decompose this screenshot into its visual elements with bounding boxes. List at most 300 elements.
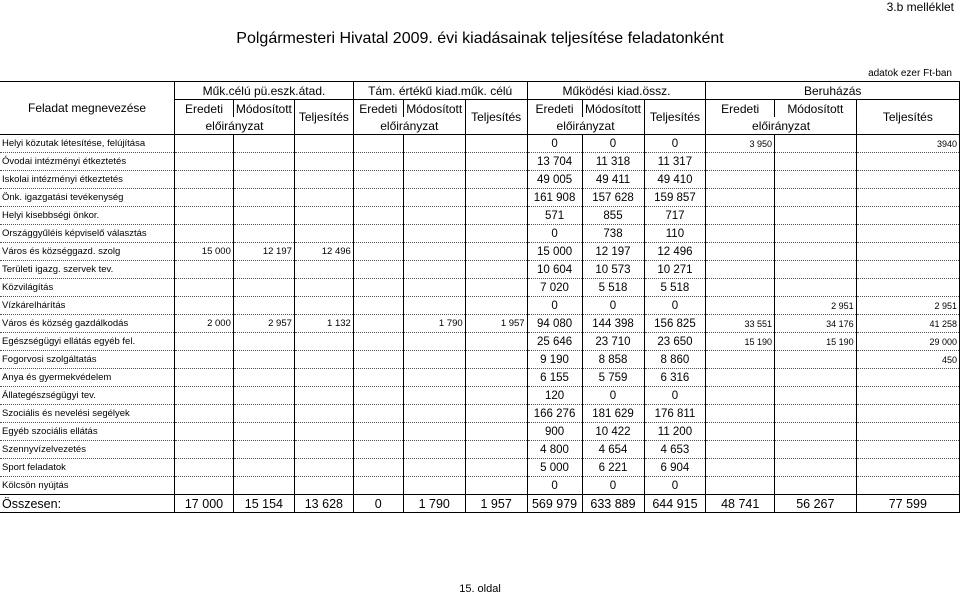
value-cell bbox=[175, 369, 234, 387]
value-cell bbox=[775, 459, 857, 477]
value-cell bbox=[403, 135, 465, 153]
value-cell bbox=[465, 351, 527, 369]
task-name: Szennyvízelvezetés bbox=[0, 441, 175, 459]
value-cell bbox=[294, 135, 353, 153]
value-cell bbox=[403, 369, 465, 387]
value-cell: 4 654 bbox=[582, 441, 644, 459]
value-cell: 738 bbox=[582, 225, 644, 243]
value-cell bbox=[706, 153, 775, 171]
value-cell: 23 710 bbox=[582, 333, 644, 351]
value-cell bbox=[465, 423, 527, 441]
value-cell bbox=[856, 369, 959, 387]
total-label: Összesen: bbox=[0, 495, 175, 513]
value-cell: 8 858 bbox=[582, 351, 644, 369]
value-cell: 0 bbox=[644, 297, 706, 315]
value-cell bbox=[775, 405, 857, 423]
value-cell: 5 000 bbox=[527, 459, 582, 477]
table-row bbox=[0, 369, 960, 387]
value-cell bbox=[353, 477, 403, 495]
value-cell bbox=[353, 207, 403, 225]
value-cell: 120 bbox=[527, 387, 582, 405]
value-cell: 0 bbox=[527, 297, 582, 315]
original-header: Eredeti bbox=[175, 100, 234, 118]
value-cell bbox=[856, 225, 959, 243]
table-row bbox=[0, 153, 960, 171]
value-cell bbox=[775, 423, 857, 441]
value-cell bbox=[403, 243, 465, 261]
value-cell: 157 628 bbox=[582, 189, 644, 207]
table-row bbox=[0, 423, 960, 441]
table-row bbox=[0, 387, 960, 405]
value-cell: 0 bbox=[527, 477, 582, 495]
value-cell: 11 317 bbox=[644, 153, 706, 171]
value-cell bbox=[856, 207, 959, 225]
value-cell bbox=[353, 441, 403, 459]
modified-header: Módosított bbox=[775, 100, 857, 118]
value-cell bbox=[353, 459, 403, 477]
modified-header: Módosított bbox=[233, 100, 294, 118]
attachment-label: 3.b melléklet bbox=[886, 0, 954, 14]
unit-note: adatok ezer Ft-ban bbox=[868, 68, 952, 79]
value-cell bbox=[353, 225, 403, 243]
value-cell bbox=[465, 171, 527, 189]
value-cell bbox=[353, 333, 403, 351]
actual-header: Teljesítés bbox=[465, 100, 527, 135]
value-cell bbox=[294, 279, 353, 297]
value-cell: 144 398 bbox=[582, 315, 644, 333]
total-cell: 569 979 bbox=[527, 495, 582, 513]
value-cell bbox=[175, 387, 234, 405]
value-cell bbox=[353, 171, 403, 189]
value-cell: 94 080 bbox=[527, 315, 582, 333]
expenditure-table bbox=[0, 81, 960, 513]
task-name: Iskolai intézményi étkeztetés bbox=[0, 171, 175, 189]
value-cell bbox=[353, 387, 403, 405]
value-cell bbox=[353, 423, 403, 441]
total-cell: 13 628 bbox=[294, 495, 353, 513]
value-cell: 8 860 bbox=[644, 351, 706, 369]
value-cell bbox=[403, 459, 465, 477]
value-cell bbox=[233, 261, 294, 279]
value-cell bbox=[775, 243, 857, 261]
table-row bbox=[0, 459, 960, 477]
value-cell: 49 411 bbox=[582, 171, 644, 189]
value-cell: 34 176 bbox=[775, 315, 857, 333]
value-cell bbox=[294, 333, 353, 351]
value-cell: 5 759 bbox=[582, 369, 644, 387]
task-name: Egyéb szociális ellátás bbox=[0, 423, 175, 441]
value-cell bbox=[706, 225, 775, 243]
value-cell bbox=[233, 387, 294, 405]
value-cell bbox=[175, 333, 234, 351]
value-cell bbox=[353, 135, 403, 153]
value-cell bbox=[856, 153, 959, 171]
total-cell: 48 741 bbox=[706, 495, 775, 513]
value-cell bbox=[775, 261, 857, 279]
task-column-header: Feladat megnevezése bbox=[0, 82, 175, 135]
value-cell bbox=[175, 261, 234, 279]
value-cell bbox=[294, 369, 353, 387]
value-cell bbox=[294, 171, 353, 189]
value-cell bbox=[175, 207, 234, 225]
value-cell: 7 020 bbox=[527, 279, 582, 297]
value-cell bbox=[233, 171, 294, 189]
value-cell: 571 bbox=[527, 207, 582, 225]
value-cell: 49 410 bbox=[644, 171, 706, 189]
value-cell bbox=[465, 459, 527, 477]
value-cell bbox=[403, 153, 465, 171]
value-cell bbox=[294, 423, 353, 441]
task-name: Sport feladatok bbox=[0, 459, 175, 477]
value-cell: 11 200 bbox=[644, 423, 706, 441]
page-number: 15. oldal bbox=[459, 583, 501, 595]
value-cell: 29 000 bbox=[856, 333, 959, 351]
value-cell bbox=[775, 351, 857, 369]
value-cell bbox=[294, 459, 353, 477]
value-cell bbox=[403, 441, 465, 459]
value-cell bbox=[175, 477, 234, 495]
value-cell: 0 bbox=[644, 135, 706, 153]
total-cell: 0 bbox=[353, 495, 403, 513]
value-cell bbox=[856, 279, 959, 297]
task-name: Fogorvosi szolgáltatás bbox=[0, 351, 175, 369]
value-cell: 23 650 bbox=[644, 333, 706, 351]
total-cell: 17 000 bbox=[175, 495, 234, 513]
value-cell bbox=[175, 441, 234, 459]
table-row bbox=[0, 171, 960, 189]
value-cell: 855 bbox=[582, 207, 644, 225]
table-row bbox=[0, 333, 960, 351]
value-cell bbox=[294, 261, 353, 279]
value-cell bbox=[706, 405, 775, 423]
table-row bbox=[0, 351, 960, 369]
value-cell: 110 bbox=[644, 225, 706, 243]
value-cell: 0 bbox=[582, 387, 644, 405]
value-cell bbox=[775, 369, 857, 387]
value-cell: 1 957 bbox=[465, 315, 527, 333]
value-cell bbox=[465, 243, 527, 261]
value-cell bbox=[294, 387, 353, 405]
value-cell: 49 005 bbox=[527, 171, 582, 189]
value-cell bbox=[856, 387, 959, 405]
value-cell bbox=[775, 207, 857, 225]
estimate-header: előirányzat bbox=[353, 117, 465, 135]
group-header: Műk.célú pü.eszk.átad. bbox=[175, 82, 354, 100]
value-cell bbox=[403, 171, 465, 189]
value-cell bbox=[706, 207, 775, 225]
value-cell: 4 800 bbox=[527, 441, 582, 459]
value-cell: 717 bbox=[644, 207, 706, 225]
value-cell: 166 276 bbox=[527, 405, 582, 423]
table-row bbox=[0, 189, 960, 207]
modified-header: Módosított bbox=[582, 100, 644, 118]
value-cell bbox=[706, 423, 775, 441]
value-cell: 176 811 bbox=[644, 405, 706, 423]
value-cell bbox=[775, 477, 857, 495]
value-cell bbox=[465, 207, 527, 225]
value-cell bbox=[233, 351, 294, 369]
value-cell bbox=[353, 351, 403, 369]
value-cell bbox=[706, 189, 775, 207]
task-name: Állategészségügyi tev. bbox=[0, 387, 175, 405]
table-header bbox=[0, 82, 960, 135]
value-cell bbox=[856, 405, 959, 423]
value-cell bbox=[233, 477, 294, 495]
value-cell bbox=[233, 279, 294, 297]
value-cell bbox=[403, 351, 465, 369]
value-cell bbox=[465, 225, 527, 243]
value-cell bbox=[706, 279, 775, 297]
value-cell bbox=[775, 189, 857, 207]
value-cell bbox=[353, 189, 403, 207]
value-cell bbox=[465, 477, 527, 495]
task-name: Közvilágítás bbox=[0, 279, 175, 297]
value-cell bbox=[175, 459, 234, 477]
value-cell bbox=[465, 189, 527, 207]
value-cell bbox=[856, 189, 959, 207]
value-cell bbox=[403, 387, 465, 405]
value-cell bbox=[403, 405, 465, 423]
value-cell bbox=[706, 261, 775, 279]
task-name: Önk. igazgatási tevékenység bbox=[0, 189, 175, 207]
value-cell bbox=[294, 351, 353, 369]
value-cell: 1 132 bbox=[294, 315, 353, 333]
value-cell: 11 318 bbox=[582, 153, 644, 171]
value-cell bbox=[233, 207, 294, 225]
value-cell: 5 518 bbox=[644, 279, 706, 297]
value-cell bbox=[233, 225, 294, 243]
value-cell bbox=[775, 441, 857, 459]
value-cell: 6 155 bbox=[527, 369, 582, 387]
value-cell bbox=[706, 243, 775, 261]
task-name: Területi igazg. szervek tev. bbox=[0, 261, 175, 279]
value-cell bbox=[706, 477, 775, 495]
group-header: Működési kiad.össz. bbox=[527, 82, 706, 100]
value-cell bbox=[353, 243, 403, 261]
value-cell: 10 271 bbox=[644, 261, 706, 279]
table-row bbox=[0, 225, 960, 243]
value-cell bbox=[294, 477, 353, 495]
value-cell bbox=[856, 477, 959, 495]
task-name: Helyi közutak létesítése, felújítása bbox=[0, 135, 175, 153]
value-cell: 0 bbox=[582, 297, 644, 315]
value-cell: 0 bbox=[644, 387, 706, 405]
table-row bbox=[0, 297, 960, 315]
actual-header: Teljesítés bbox=[644, 100, 706, 135]
actual-header: Teljesítés bbox=[856, 100, 959, 135]
value-cell bbox=[465, 441, 527, 459]
task-name: Helyi kisebbségi önkor. bbox=[0, 207, 175, 225]
value-cell: 1 790 bbox=[403, 315, 465, 333]
value-cell bbox=[233, 405, 294, 423]
value-cell: 2 951 bbox=[775, 297, 857, 315]
value-cell bbox=[353, 153, 403, 171]
value-cell bbox=[465, 333, 527, 351]
value-cell bbox=[775, 279, 857, 297]
value-cell: 3 950 bbox=[706, 135, 775, 153]
value-cell bbox=[353, 315, 403, 333]
value-cell: 181 629 bbox=[582, 405, 644, 423]
value-cell bbox=[175, 405, 234, 423]
value-cell bbox=[294, 225, 353, 243]
value-cell: 6 316 bbox=[644, 369, 706, 387]
original-header: Eredeti bbox=[527, 100, 582, 118]
task-name: Egészségügyi ellátás egyéb fel. bbox=[0, 333, 175, 351]
table-row bbox=[0, 441, 960, 459]
table-row bbox=[0, 477, 960, 495]
value-cell bbox=[175, 423, 234, 441]
estimate-header: előirányzat bbox=[527, 117, 644, 135]
value-cell bbox=[856, 441, 959, 459]
value-cell bbox=[175, 351, 234, 369]
value-cell: 15 190 bbox=[775, 333, 857, 351]
value-cell bbox=[175, 279, 234, 297]
value-cell bbox=[233, 135, 294, 153]
value-cell: 12 496 bbox=[294, 243, 353, 261]
total-cell: 15 154 bbox=[233, 495, 294, 513]
value-cell: 4 653 bbox=[644, 441, 706, 459]
total-cell: 56 267 bbox=[775, 495, 857, 513]
value-cell bbox=[465, 153, 527, 171]
value-cell bbox=[706, 441, 775, 459]
value-cell: 0 bbox=[582, 477, 644, 495]
value-cell: 0 bbox=[527, 135, 582, 153]
value-cell: 2 957 bbox=[233, 315, 294, 333]
value-cell: 25 646 bbox=[527, 333, 582, 351]
value-cell bbox=[706, 171, 775, 189]
value-cell: 3940 bbox=[856, 135, 959, 153]
task-name: Szociális és nevelési segélyek bbox=[0, 405, 175, 423]
value-cell bbox=[233, 153, 294, 171]
original-header: Eredeti bbox=[353, 100, 403, 118]
value-cell bbox=[775, 135, 857, 153]
total-cell: 1 957 bbox=[465, 495, 527, 513]
value-cell bbox=[775, 225, 857, 243]
value-cell bbox=[233, 459, 294, 477]
value-cell: 5 518 bbox=[582, 279, 644, 297]
value-cell bbox=[233, 297, 294, 315]
value-cell bbox=[175, 297, 234, 315]
value-cell: 161 908 bbox=[527, 189, 582, 207]
total-cell: 1 790 bbox=[403, 495, 465, 513]
value-cell: 33 551 bbox=[706, 315, 775, 333]
task-name: Város és község gazdálkodás bbox=[0, 315, 175, 333]
value-cell bbox=[465, 279, 527, 297]
task-name: Óvodai intézményi étkeztetés bbox=[0, 153, 175, 171]
value-cell bbox=[403, 225, 465, 243]
value-cell bbox=[233, 423, 294, 441]
value-cell: 450 bbox=[856, 351, 959, 369]
value-cell bbox=[175, 171, 234, 189]
value-cell bbox=[175, 225, 234, 243]
value-cell bbox=[706, 369, 775, 387]
table-row bbox=[0, 207, 960, 225]
value-cell bbox=[775, 387, 857, 405]
table-row bbox=[0, 315, 960, 333]
table-row bbox=[0, 261, 960, 279]
value-cell: 159 857 bbox=[644, 189, 706, 207]
value-cell bbox=[706, 351, 775, 369]
value-cell: 13 704 bbox=[527, 153, 582, 171]
value-cell bbox=[294, 297, 353, 315]
value-cell bbox=[403, 207, 465, 225]
value-cell bbox=[465, 369, 527, 387]
value-cell: 156 825 bbox=[644, 315, 706, 333]
original-header: Eredeti bbox=[706, 100, 775, 118]
value-cell: 0 bbox=[582, 135, 644, 153]
value-cell: 900 bbox=[527, 423, 582, 441]
value-cell: 0 bbox=[527, 225, 582, 243]
value-cell bbox=[233, 441, 294, 459]
value-cell bbox=[403, 279, 465, 297]
value-cell: 15 000 bbox=[527, 243, 582, 261]
value-cell bbox=[233, 333, 294, 351]
value-cell bbox=[856, 423, 959, 441]
value-cell bbox=[465, 387, 527, 405]
value-cell bbox=[294, 153, 353, 171]
estimate-header: előirányzat bbox=[175, 117, 295, 135]
value-cell bbox=[353, 369, 403, 387]
table-row bbox=[0, 405, 960, 423]
value-cell bbox=[403, 423, 465, 441]
value-cell bbox=[856, 171, 959, 189]
task-name: Vízkárelhárítás bbox=[0, 297, 175, 315]
table-row bbox=[0, 243, 960, 261]
value-cell: 15 190 bbox=[706, 333, 775, 351]
value-cell bbox=[706, 297, 775, 315]
value-cell bbox=[856, 243, 959, 261]
value-cell bbox=[856, 261, 959, 279]
group-header: Tám. értékű kiad.műk. célú bbox=[353, 82, 527, 100]
value-cell bbox=[403, 261, 465, 279]
value-cell bbox=[465, 297, 527, 315]
total-cell: 633 889 bbox=[582, 495, 644, 513]
table-row bbox=[0, 135, 960, 153]
value-cell bbox=[403, 333, 465, 351]
value-cell bbox=[775, 171, 857, 189]
value-cell bbox=[706, 387, 775, 405]
value-cell bbox=[856, 459, 959, 477]
value-cell bbox=[294, 189, 353, 207]
task-name: Országgyűléis képviselő választás bbox=[0, 225, 175, 243]
page-title: Polgármesteri Hivatal 2009. évi kiadásainak teljesítése feladatonként bbox=[236, 30, 724, 47]
table-row bbox=[0, 279, 960, 297]
value-cell bbox=[353, 297, 403, 315]
value-cell: 41 258 bbox=[856, 315, 959, 333]
value-cell: 15 000 bbox=[175, 243, 234, 261]
value-cell bbox=[706, 459, 775, 477]
total-row bbox=[0, 495, 960, 513]
value-cell bbox=[465, 405, 527, 423]
value-cell: 2 951 bbox=[856, 297, 959, 315]
value-cell bbox=[465, 135, 527, 153]
task-name: Város és községgazd. szolg bbox=[0, 243, 175, 261]
task-name: Kölcsön nyújtás bbox=[0, 477, 175, 495]
value-cell bbox=[353, 405, 403, 423]
value-cell: 6 221 bbox=[582, 459, 644, 477]
value-cell: 10 604 bbox=[527, 261, 582, 279]
actual-header: Teljesítés bbox=[294, 100, 353, 135]
value-cell bbox=[403, 189, 465, 207]
total-cell: 644 915 bbox=[644, 495, 706, 513]
value-cell bbox=[294, 405, 353, 423]
value-cell bbox=[465, 261, 527, 279]
value-cell bbox=[353, 279, 403, 297]
value-cell bbox=[403, 297, 465, 315]
value-cell bbox=[294, 207, 353, 225]
value-cell: 10 422 bbox=[582, 423, 644, 441]
value-cell bbox=[175, 189, 234, 207]
